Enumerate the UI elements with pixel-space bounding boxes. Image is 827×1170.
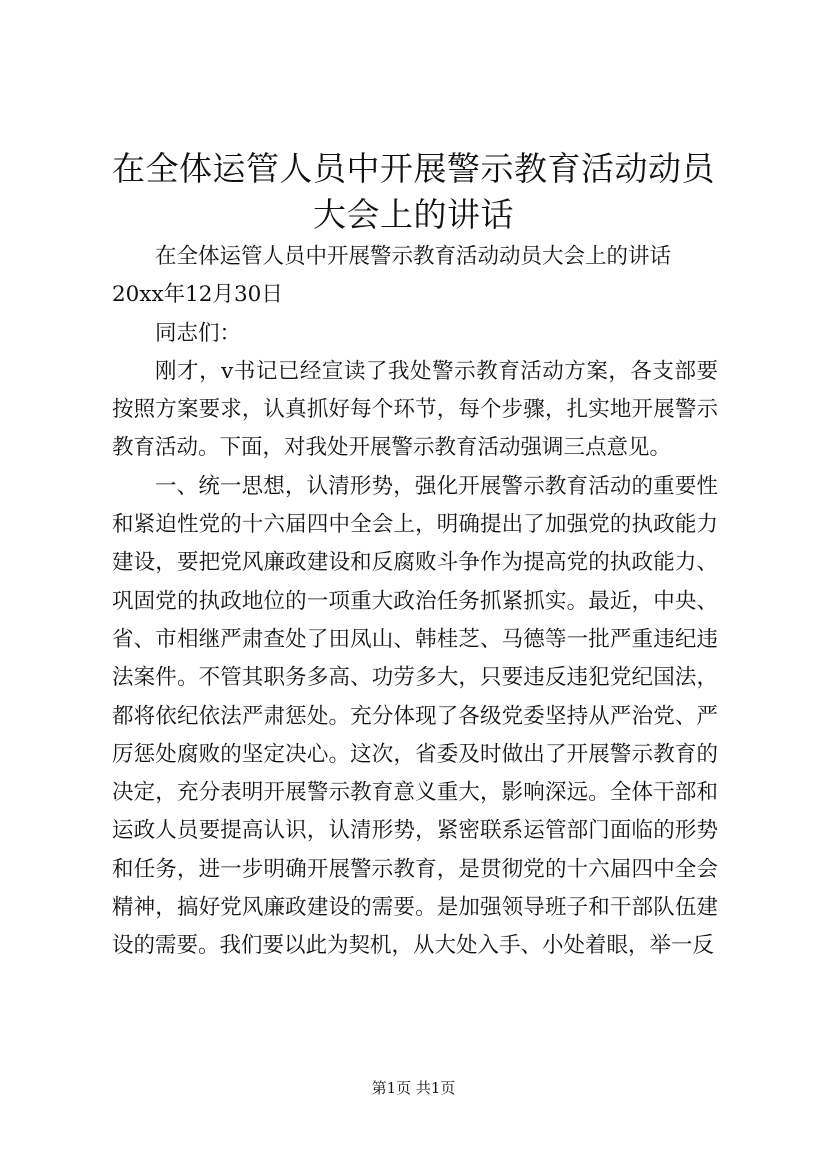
page-number-label: 第1页 共1页 — [371, 1079, 456, 1097]
subtitle-paragraph: 在全体运管人员中开展警示教育活动动员大会上的讲话 — [155, 244, 672, 269]
date-paragraph: 20xx年12月30日 — [112, 282, 283, 308]
section-one-paragraph: 一、统一思想，认清形势，强化开展警示教育活动的重要性和紧迫性党的十六届四中全会上，明确提出了加强党的执政能力建设，要把党风廉政建设和反腐败斗争作为提高党的执政能力、巩固党的执政地位的一项重大政治任务抓紧抓实。最近，中央、省、市相继严肃查处了田凤山、韩桂芝、马德等一批严重违纪违法案件。不管其职务多高、功劳多大，只要违反违犯党纪国法，都将依纪依法严肃惩处。充分体现了各级党委坚持从严治党、严厉惩处腐败的坚定决心。这次，省委及时做出了开展警示教育的决定，充分表明开展警示教育意义重大，影响深远。全体干部和运政人员要提高认识，认清形势，紧密联系运管部门面临的形势和任务，进一步明确开展警示教育，是贯彻党的十六届四中全会精神，搞好党风廉政建设的需要。是加强领导班子和干部队伍建设的需要。我们要以此为契机，从大处入手、小处着眼，举一反 — [112, 473, 718, 959]
intro-paragraph: 刚才，v书记已经宣读了我处警示教育活动方案，各支部要按照方案要求，认真抓好每个环节，每个步骤，扎实地开展警示教育活动。下面，对我处开展警示教育活动强调三点意见。 — [112, 358, 718, 461]
document-body — [112, 238, 718, 966]
document-title: 在全体运管人员中开展警示教育活动动员大会上的讲话 — [112, 149, 715, 234]
salutation-paragraph: 同志们： — [155, 320, 242, 346]
page-footer — [0, 1078, 827, 1098]
